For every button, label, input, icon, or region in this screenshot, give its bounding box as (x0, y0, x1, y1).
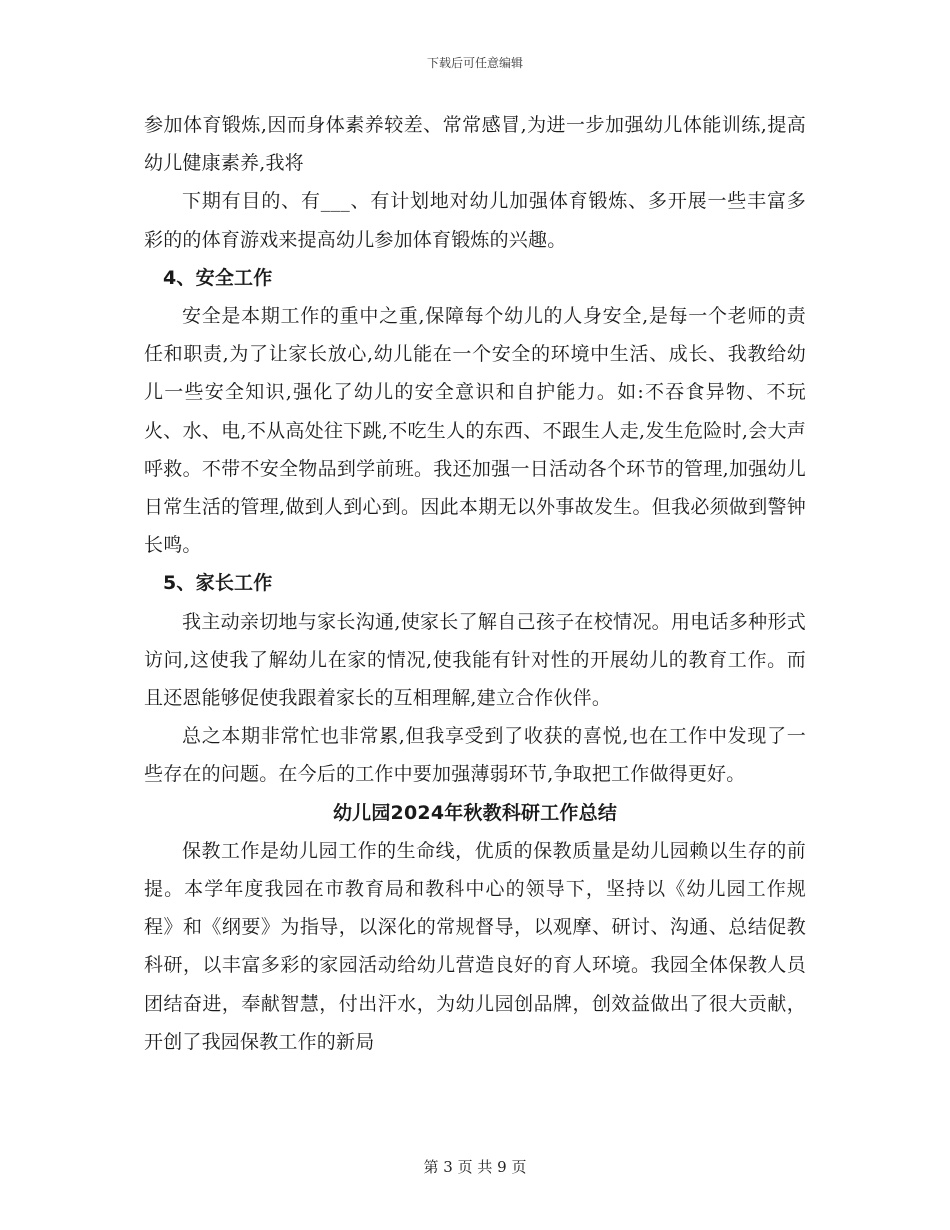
section-heading-safety: 4、安全工作 (163, 266, 273, 289)
page-header-note: 下载后可任意编辑 (426, 56, 523, 70)
paragraph-continued: 参加体育锻炼,因而身体素养较差、常常感冒,为进一步加强幼儿体能训练,提高幼儿健康素养,我将 (144, 114, 806, 175)
page-number: 第 3 页 共 9 页 (423, 1158, 527, 1176)
document-title: 幼儿园2024年秋教科研工作总结 (332, 801, 618, 824)
paragraph-safety: 安全是本期工作的重中之重,保障每个幼儿的人身安全,是每一个老师的责任和职责,为了让家长放心,幼儿能在一个安全的环境中生活、成长、我教给幼儿一些安全知识,强化了幼儿的安全意识和自护能力。如:不吞食异物、不玩火、水、电,不从高处往下跳,不吃生人的东西、不跟生人走,发生危险时,会大声呼救。不带不安全物品到学前班。我还加强一日活动各个环节的管理,加强幼儿日常生活的管理,做到人到心到。因此本期无以外事故发生。但我必须做到警钟长鸣。 (144, 305, 806, 557)
document-body (144, 106, 806, 1061)
paragraph-sports: 下期有目的、有___、有计划地对幼儿加强体育锻炼、多开展一些丰富多彩的的体育游戏来提高幼儿参加体育锻炼的兴趣。 (144, 190, 806, 251)
paragraph-summary: 总之本期非常忙也非常累,但我享受到了收获的喜悦,也在工作中发现了一些存在的问题。在今后的工作中要加强薄弱环节,争取把工作做得更好。 (144, 725, 806, 786)
paragraph-intro: 保教工作是幼儿园工作的生命线，优质的保教质量是幼儿园赖以生存的前提。本学年度我园在市教育局和教科中心的领导下，坚持以《幼儿园工作规程》和《纲要》为指导，以深化的常规督导，以观摩、研讨、沟通、总结促教科研，以丰富多彩的家园活动给幼儿营造良好的育人环境。我园全体保教人员团结奋进，奉献智慧，付出汗水，为幼儿园创品牌，创效益做出了很大贡献，开创了我园保教工作的新局 (144, 839, 806, 1053)
section-heading-parents: 5、家长工作 (163, 572, 273, 595)
paragraph-parents: 我主动亲切地与家长沟通,使家长了解自己孩子在校情况。用电话多种形式访问,这使我了解幼儿在家的情况,使我能有针对性的开展幼儿的教育工作。而且还恩能够促使我跟着家长的互相理解,建立合作伙伴。 (144, 610, 806, 710)
